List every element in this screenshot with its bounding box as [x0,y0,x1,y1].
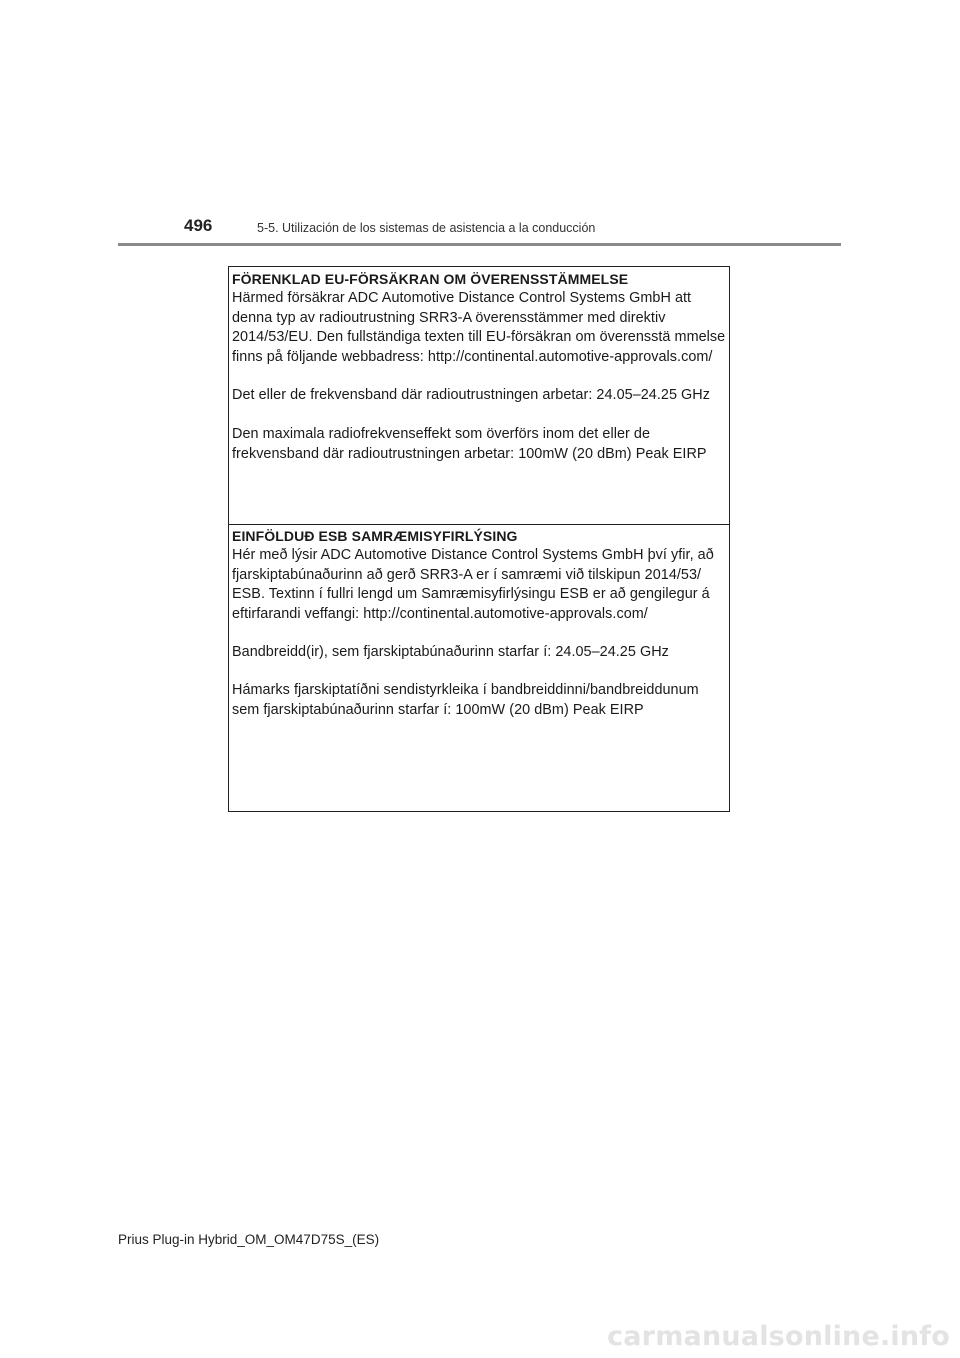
declaration-title: EINFÖLDUÐ ESB SAMRÆMISYFIRLÝSING [232,528,518,544]
declaration-box [228,266,730,812]
watermark: carmanualsonline.info [607,1321,950,1352]
footer-document-id: Prius Plug-in Hybrid_OM_OM47D75S_(ES) [118,1232,380,1247]
declaration-swedish [229,267,729,525]
declaration-paragraph: Hér með lýsir ADC Automotive Distance Control Systems GmbH því yfir, að fjarskiptabúnaðurinn að gerð SRR3-A er í samræmi við tilskipun 2014/53/ ESB. Textinn í fullri lengd um Samræmisyfirlýsingu ESB er að gengilegur á eftirfarandi veffangi: http://continental.automotive-approvals.com/ [232,547,714,622]
page-number: 496 [184,216,213,235]
declaration-icelandic [229,524,729,811]
declaration-icelandic-content [229,524,729,720]
declaration-swedish-content [229,267,729,464]
declaration-title: FÖRENKLAD EU-FÖRSÄKRAN OM ÖVERENSSTÄMMELSE [232,271,629,287]
declaration-paragraph: Den maximala radiofrekvenseffekt som överförs inom det eller de frekvensband där radioutrustningen arbetar: 100mW (20 dBm) Peak EIRP [232,425,707,462]
declaration-paragraph: Bandbreidd(ir), sem fjarskiptabúnaðurinn starfar í: 24.05–24.25 GHz [232,644,669,661]
declaration-paragraph: Det eller de frekvensband där radioutrustningen arbetar: 24.05–24.25 GHz [232,387,710,404]
header-divider [118,243,841,246]
declaration-paragraph: Hámarks fjarskiptatíðni sendistyrkleika í bandbreiddinni/bandbreiddunum sem fjarskiptabúnaðurinn starfar í: 100mW (20 dBm) Peak EIRP [232,681,699,718]
declaration-paragraph: Härmed försäkrar ADC Automotive Distance Control Systems GmbH att denna typ av radioutrustning SRR3-A överensstämmer med direktiv 2014/53/EU. Den fullständiga texten till EU-försäkran om överensstä mmelse finns på följande webbadress: http://continental.automotive-approvals.com/ [232,290,726,365]
section-title: 5-5. Utilización de los sistemas de asistencia a la conducción [257,221,596,235]
